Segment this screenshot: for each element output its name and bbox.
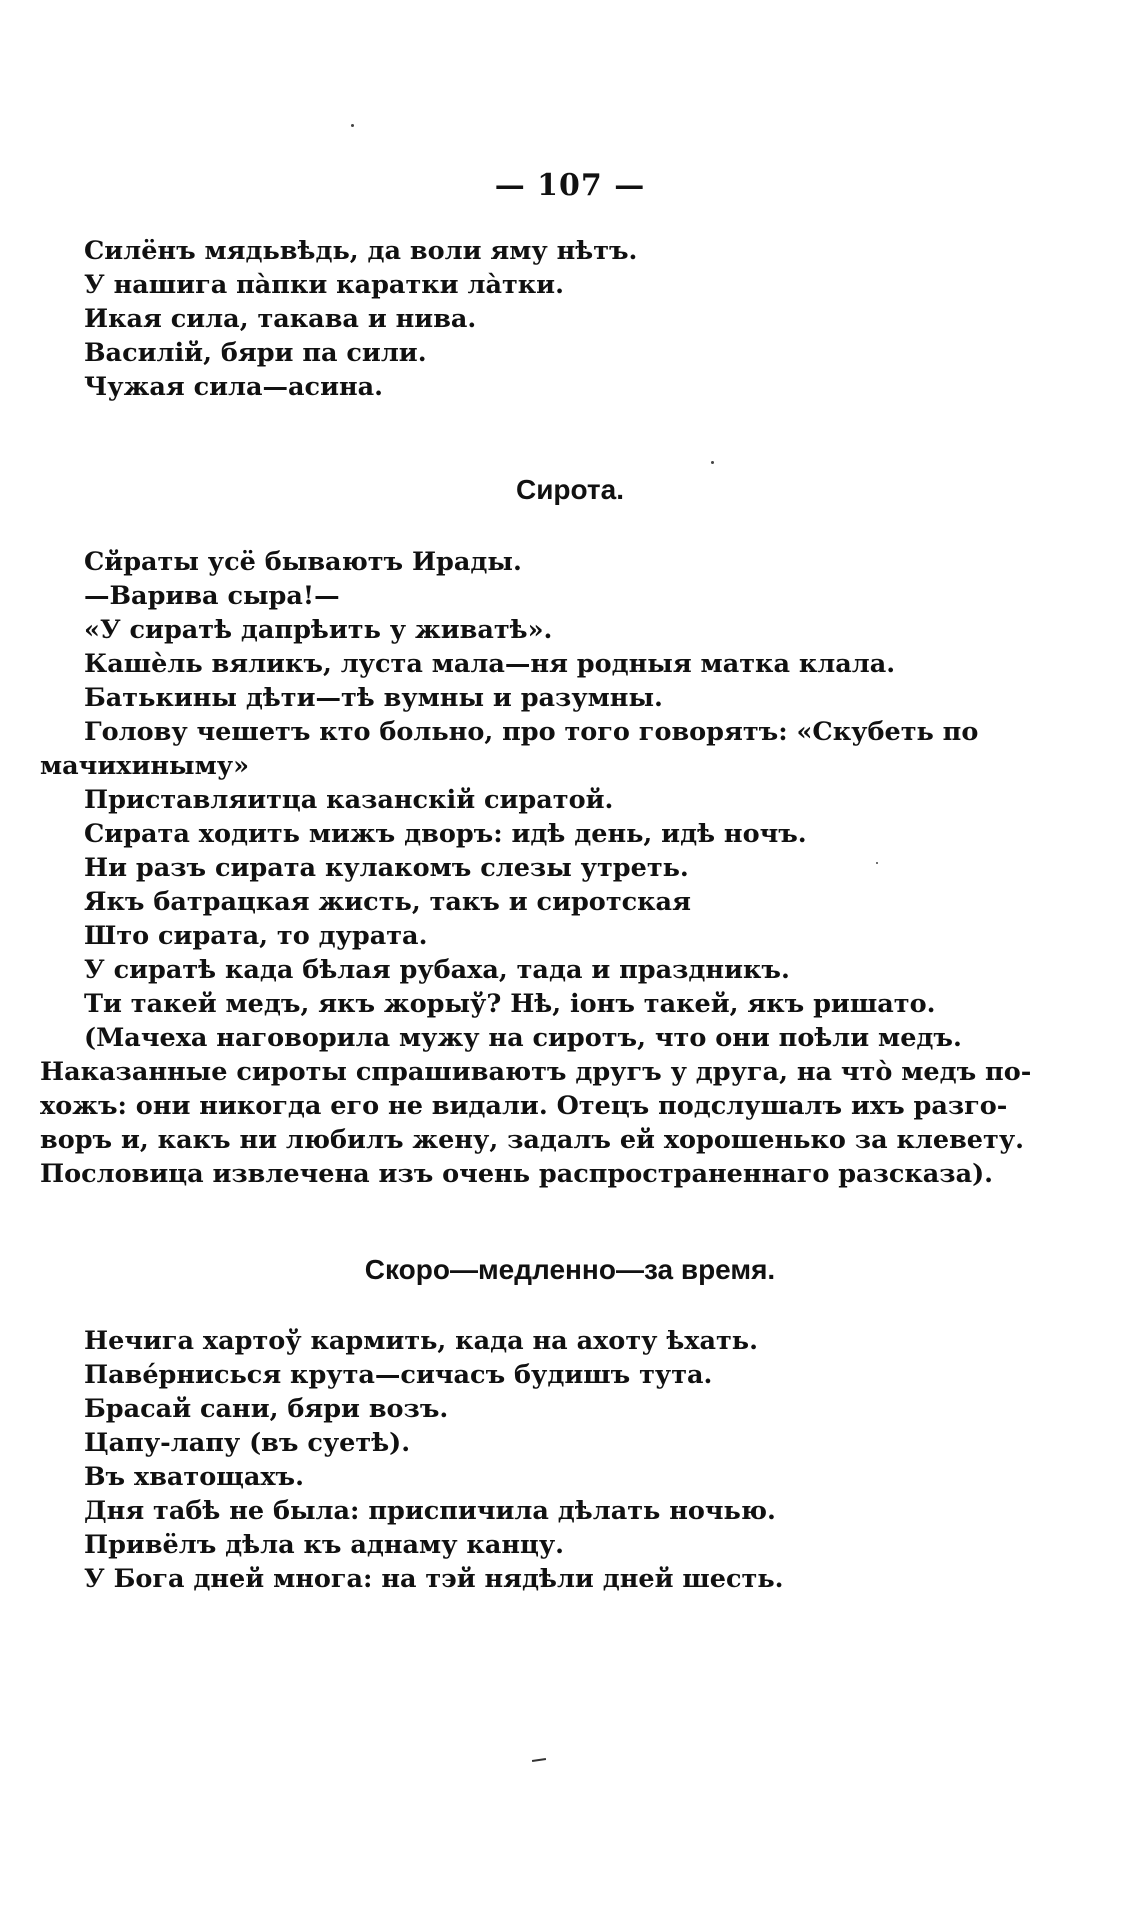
proverb-line: Приставляитца казанскій сиратой.: [84, 785, 614, 815]
section-title: Скоро—медленно—за время.: [364, 1254, 776, 1285]
proverb-line: «У сиратѣ дапрѣить у живатѣ».: [84, 615, 553, 645]
proverb-line: Што сирата, то дурата.: [84, 921, 428, 951]
proverb-line: Якъ батрацкая жисть, такъ и сиротская: [84, 887, 691, 917]
proverb-line: Дня табѣ не была: приспичила дѣлать ночью.: [84, 1496, 776, 1526]
proverb-line: Сирата ходить мижъ дворъ: идѣ день, идѣ ночъ.: [84, 819, 807, 849]
proverb-line: У нашига пàпки каратки лàтки.: [84, 270, 564, 300]
proverb-line: Нечига хартоў кармить, када на ахоту ѣхать.: [84, 1326, 758, 1356]
note-line: воръ и, какъ ни любилъ жену, задалъ ей хорошенько за клевету.: [40, 1125, 1025, 1155]
page-number: — 107 —: [494, 168, 646, 203]
note-line: Наказанные сироты спрашиваютъ другъ у друга, на чтò медъ по-: [40, 1057, 1032, 1087]
proverb-line: Кашѐль вяликъ, луста мала—ня родныя матка клала.: [84, 649, 896, 679]
note-line: (Мачеха наговорила мужу на сиротъ, что они поѣли медъ.: [84, 1023, 962, 1053]
proverb-line: Батькины дѣти—тѣ вумны и разумны.: [84, 683, 663, 713]
note-line: Пословица извлечена изъ очень распространеннаго разсказа).: [40, 1159, 994, 1189]
proverb-line: Въ хватощахъ.: [84, 1462, 304, 1492]
proverb-line: —Варива сыра!—: [84, 581, 340, 611]
proverb-line: Силёнъ мядьвѣдь, да воли яму нѣтъ.: [84, 236, 638, 266]
proverb-line: Голову чешетъ кто больно, про того говорятъ: «Скубеть по: [84, 717, 979, 747]
proverb-line: Икая сила, такава и нива.: [84, 304, 477, 334]
proverb-line: Привёлъ дѣла къ аднаму канцу.: [84, 1530, 565, 1560]
section-title: Сирота.: [515, 474, 624, 505]
print-mark: [532, 1758, 546, 1762]
print-speck: [711, 461, 714, 464]
proverb-line: Сйраты усё бываютъ Ирады.: [84, 547, 522, 577]
print-speck: [351, 124, 354, 127]
proverb-line: Василій, бяри па сили.: [84, 338, 427, 368]
proverb-line: Ти такей медъ, якъ жорыў? Нѣ, іонъ такей, якъ ришато.: [84, 989, 936, 1019]
proverb-line: Брасай сани, бяри возъ.: [84, 1394, 449, 1424]
proverb-line: мачихиныму»: [40, 751, 250, 781]
proverb-line: Чужая сила—асина.: [84, 372, 384, 402]
proverb-line: Цапу-лапу (въ суетѣ).: [84, 1428, 411, 1458]
proverb-line: Ни разъ сирата кулакомъ слезы утреть.: [84, 853, 689, 883]
proverb-line: У Бога дней многа: на тэй нядѣли дней шесть.: [84, 1564, 784, 1594]
print-speck: [876, 862, 878, 864]
proverb-line: У сиратѣ када бѣлая рубаха, тада и праздникъ.: [84, 955, 790, 985]
proverb-line: Павéрнисься крута—сичасъ будишъ тута.: [84, 1360, 713, 1390]
note-line: хожъ: они никогда его не видали. Отецъ подслушалъ ихъ разго-: [40, 1091, 1008, 1121]
